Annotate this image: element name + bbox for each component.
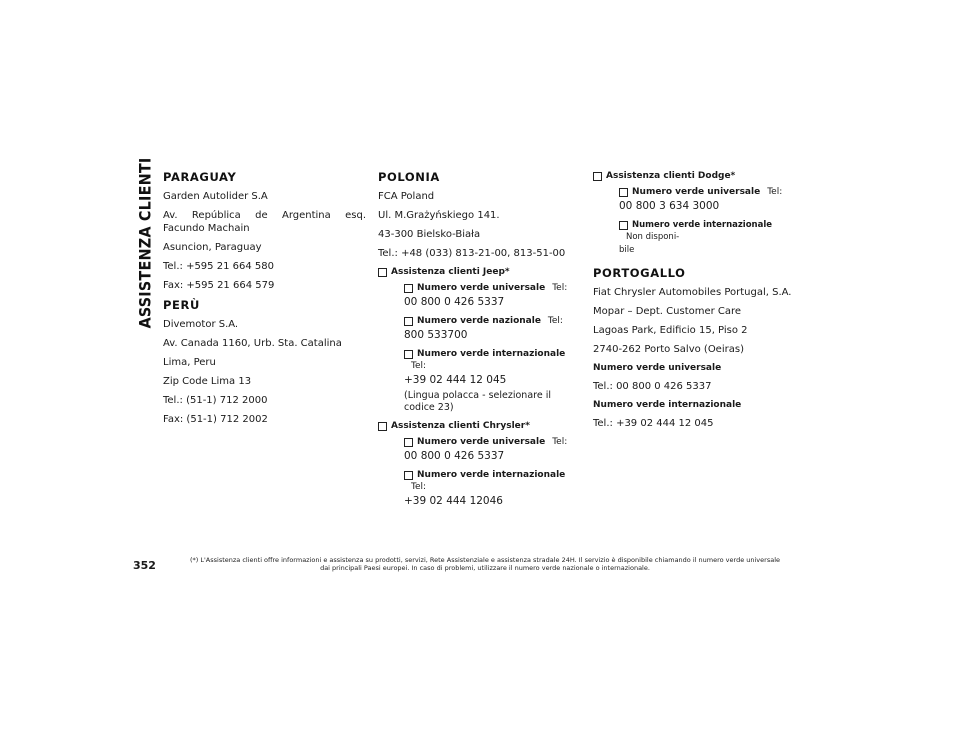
dodge-item	[619, 186, 796, 213]
portogallo-line: Mopar – Dept. Customer Care	[593, 306, 742, 317]
item-label: Numero verde universale	[417, 437, 546, 447]
checkbox-bullet-icon	[619, 188, 628, 197]
item-label: Numero verde universale	[632, 187, 761, 197]
peru-line: Tel.: (51-1) 712 2000	[163, 395, 268, 406]
jeep-support-title	[378, 266, 581, 278]
chrysler-item	[404, 436, 581, 463]
portogallo-intl-tel: Tel.: +39 02 444 12 045	[593, 418, 714, 429]
portogallo-line: Lagoas Park, Edificio 15, Piso 2	[593, 325, 748, 336]
heading-peru: PERÙ	[163, 298, 200, 312]
dodge-title-text: Assistenza clienti Dodge*	[606, 171, 736, 181]
checkbox-bullet-icon	[404, 317, 413, 326]
item-label: Numero verde universale	[417, 283, 546, 293]
jeep-item	[404, 315, 581, 342]
polonia-line: Ul. M.Grażyńskiego 141.	[378, 210, 500, 221]
item-label: Numero verde internazionale	[417, 470, 566, 480]
jeep-item	[404, 348, 581, 414]
item-tel-label: Tel:	[547, 316, 563, 326]
item-label: Numero verde internazionale	[417, 349, 566, 359]
paraguay-line: Asuncion, Paraguay	[163, 242, 262, 253]
checkbox-bullet-icon	[404, 284, 413, 293]
phone-number: +39 02 444 12046	[404, 495, 503, 507]
footnote	[170, 556, 800, 572]
item-availability-cont: bile	[619, 245, 635, 255]
phone-number: 00 800 3 634 3000	[619, 200, 720, 212]
paraguay-line: Fax: +595 21 664 579	[163, 280, 275, 291]
portogallo-line: 2740-262 Porto Salvo (Oeiras)	[593, 344, 744, 355]
item-label: Numero verde nazionale	[417, 316, 541, 326]
polonia-line: FCA Poland	[378, 191, 435, 202]
jeep-title-text: Assistenza clienti Jeep*	[391, 267, 510, 277]
paraguay-line: Garden Autolider S.A	[163, 191, 268, 202]
footnote-line: (*) L'Assistenza clienti offre informazioni e assistenza su prodotti, servizi, Rete Assistenziale e assistenza stradale 24H. Il servizio è disponibile chiamando il numero verde universale	[190, 556, 780, 564]
column-dodge-portogallo	[593, 170, 796, 436]
phone-number: +39 02 444 12 045	[404, 374, 507, 386]
phone-number: 800 533700	[404, 329, 468, 341]
peru-line: Av. Canada 1160, Urb. Sta. Catalina	[163, 338, 342, 349]
item-tel-label: Tel:	[767, 187, 783, 197]
item-availability: Non disponi-	[626, 232, 680, 242]
checkbox-bullet-icon	[593, 172, 602, 181]
polonia-line: Tel.: +48 (033) 813-21-00, 813-51-00	[378, 248, 566, 259]
paraguay-line: Tel.: +595 21 664 580	[163, 261, 274, 272]
heading-portogallo: PORTOGALLO	[593, 266, 686, 280]
item-tel-label: Tel:	[411, 361, 427, 371]
checkbox-bullet-icon	[378, 268, 387, 277]
polonia-line: 43-300 Bielsko-Biała	[378, 229, 481, 240]
item-tel-label: Tel:	[411, 482, 427, 492]
item-label: Numero verde internazionale	[632, 220, 773, 230]
chrysler-support-title	[378, 420, 581, 432]
column-paraguay-peru	[163, 170, 366, 432]
phone-number: 00 800 0 426 5337	[404, 450, 505, 462]
jeep-item	[404, 282, 581, 309]
portogallo-line: Fiat Chrysler Automobiles Portugal, S.A.	[593, 287, 792, 298]
portogallo-intl-label: Numero verde internazionale	[593, 400, 742, 410]
phone-number: 00 800 0 426 5337	[404, 296, 505, 308]
peru-line: Lima, Peru	[163, 357, 216, 368]
peru-line: Fax: (51-1) 712 2002	[163, 414, 268, 425]
heading-paraguay: PARAGUAY	[163, 170, 237, 184]
language-note: (Lingua polacca - selezionare il codice 23)	[404, 390, 551, 413]
page-number: 352	[133, 559, 156, 572]
dodge-support-title	[593, 170, 796, 182]
peru-line: Zip Code Lima 13	[163, 376, 252, 387]
checkbox-bullet-icon	[404, 350, 413, 359]
paraguay-line: Av. República de Argentina esq. Facundo Machain	[163, 210, 366, 234]
chrysler-title-text: Assistenza clienti Chrysler*	[391, 421, 530, 431]
side-title-text: ASSISTENZA CLIENTI	[135, 157, 155, 329]
portogallo-universal-label: Numero verde universale	[593, 363, 722, 373]
checkbox-bullet-icon	[404, 471, 413, 480]
checkbox-bullet-icon	[404, 438, 413, 447]
footnote-line: dai principali Paesi europei. In caso di problemi, utilizzare il numero verde nazionale o internazionale.	[320, 564, 650, 572]
side-section-title	[135, 157, 155, 329]
item-tel-label: Tel:	[552, 437, 568, 447]
checkbox-bullet-icon	[619, 221, 628, 230]
portogallo-universal-tel: Tel.: 00 800 0 426 5337	[593, 381, 712, 392]
checkbox-bullet-icon	[378, 422, 387, 431]
dodge-item	[619, 219, 796, 256]
column-polonia	[378, 170, 581, 514]
chrysler-item	[404, 469, 581, 508]
heading-polonia: POLONIA	[378, 170, 440, 184]
peru-line: Divemotor S.A.	[163, 319, 239, 330]
item-tel-label: Tel:	[552, 283, 568, 293]
